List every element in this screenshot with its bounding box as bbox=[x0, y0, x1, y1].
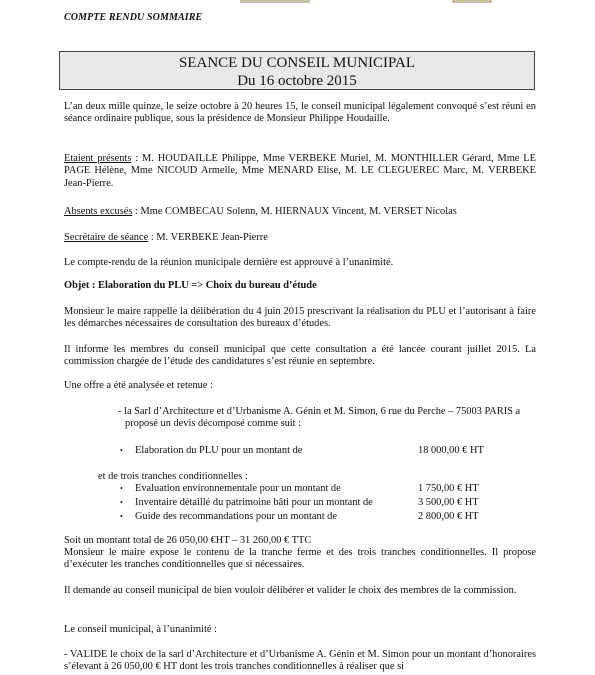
bullet-icon: • bbox=[120, 446, 123, 455]
total-line: Soit un montant total de 26 050,00 €HT – 31 260,00 € TTC bbox=[64, 535, 312, 546]
offer-line-2: proposé un devis décomposé comme suit : bbox=[125, 418, 302, 429]
paragraph-consultation: Il informe les membres du conseil municipal que cette consultation a été lancée courant juillet 2015. La commission chargée de l’étude des candidatures s’est réunie en septembre. bbox=[64, 344, 536, 368]
top-decoration-right bbox=[452, 0, 492, 3]
absents-paragraph bbox=[64, 206, 536, 218]
tranche-label-3: Guide des recommandations pour un montant de bbox=[135, 511, 337, 522]
title-line-1: SEANCE DU CONSEIL MUNICIPAL bbox=[179, 55, 415, 71]
tranches-intro: et de trois tranches conditionnelles : bbox=[98, 471, 248, 482]
tranche-label-1: Evaluation environnementale pour un montant de bbox=[135, 483, 341, 494]
paragraph-demande: Il demande au conseil municipal de bien vouloir délibérer et valider le choix des membres de la commission. bbox=[64, 585, 517, 596]
objet-heading: Objet : Elaboration du PLU => Choix du bureau d’étude bbox=[64, 280, 317, 291]
absents-text: : Mme COMBECAU Solenn, M. HIERNAUX Vincent, M. VERSET Nicolas bbox=[132, 206, 457, 217]
title-line-2: Du 16 octobre 2015 bbox=[237, 73, 357, 89]
paragraph-plu-recall: Monsieur le maire rappelle la délibération du 4 juin 2015 prescrivant la réalisation du PLU et l’autorisant à faire les démarches nécessaires de consultation des bureaux d’études. bbox=[64, 306, 536, 330]
offer-line-1: - la Sarl d’Architecture et d’Urbanisme A. Génin et M. Simon, 6 rue du Perche – 75003 PARIS a bbox=[118, 406, 521, 417]
tranche-amount-1: 1 750,00 € HT bbox=[418, 483, 479, 494]
paragraph-expose: Monsieur le maire expose le contenu de la tranche ferme et des trois tranches conditionnelles. Il propose d’exécuter les tranches conditionnelles que si nécessaires. bbox=[64, 547, 536, 571]
presents-label: Etaient présents bbox=[64, 153, 132, 164]
document-header: COMPTE RENDU SOMMAIRE bbox=[64, 12, 203, 23]
intro-paragraph: L’an deux mille quinze, le seize octobre à 20 heures 15, le conseil municipal légalement convoqué s’est réuni en séance ordinaire publique, sous la présidence de Monsieur Philippe Houdaille. bbox=[64, 101, 536, 125]
tranche-amount-3: 2 800,00 € HT bbox=[418, 511, 479, 522]
main-item-label: Elaboration du PLU pour un montant de bbox=[135, 445, 303, 456]
secretaire-text: : M. VERBEKE Jean-Pierre bbox=[148, 232, 268, 243]
paragraph-valide: - VALIDE le choix de la sarl d’Architecture et d’Urbanisme A. Génin et M. Simon pour un montant d’honoraires s’élevant à 26 050,00 € HT dont les trois tranches conditionnelles à réaliser que si bbox=[64, 649, 536, 673]
main-item-amount: 18 000,00 € HT bbox=[418, 445, 484, 456]
paragraph-unanimite: Le conseil municipal, à l’unanimité : bbox=[64, 624, 217, 635]
title-box bbox=[59, 51, 535, 90]
presents-paragraph bbox=[64, 153, 536, 190]
tranche-amount-2: 3 500,00 € HT bbox=[418, 497, 479, 508]
secretaire-label: Secrétaire de séance bbox=[64, 232, 149, 243]
bullet-icon: • bbox=[120, 498, 123, 507]
secretaire-paragraph bbox=[64, 232, 536, 244]
bullet-icon: • bbox=[120, 512, 123, 521]
paragraph-offer-intro: Une offre a été analysée et retenue : bbox=[64, 380, 213, 391]
presents-text: : M. HOUDAILLE Philippe, Mme VERBEKE Muriel, M. MONTHILLER Gérard, Mme LE PAGE Hélène, Mme NICOUD Armelle, Mme MENARD Elise, M. LE CLEGUEREC Marc, M. VERBEKE Jean-Pierre. bbox=[64, 153, 536, 189]
absents-label: Absents excusés bbox=[64, 206, 133, 217]
bullet-icon: • bbox=[120, 484, 123, 493]
approval-paragraph: Le compte-rendu de la réunion municipale dernière est approuvé à l’unanimité. bbox=[64, 257, 394, 268]
tranche-label-2: Inventaire détaillé du patrimoine bâti pour un montant de bbox=[135, 497, 373, 508]
top-decoration-left bbox=[240, 0, 310, 3]
